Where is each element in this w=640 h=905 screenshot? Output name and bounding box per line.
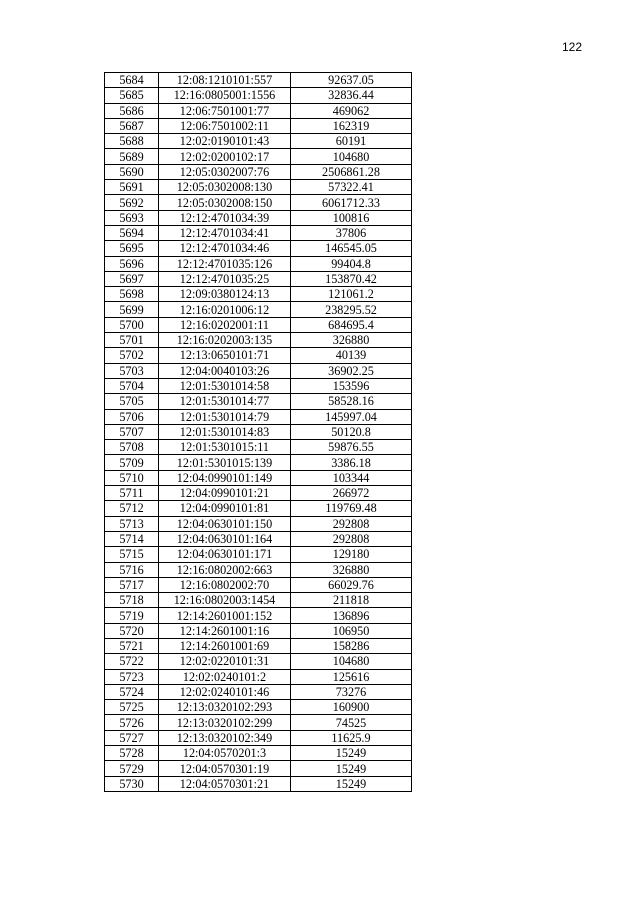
record-number-cell: 5720 <box>105 623 159 638</box>
table-row <box>105 317 412 332</box>
value-cell: 145997.04 <box>291 409 412 424</box>
record-number-cell: 5709 <box>105 455 159 470</box>
cadastral-number-cell: 12:04:0990101:149 <box>159 470 291 485</box>
table-row <box>105 638 412 653</box>
table-row <box>105 241 412 256</box>
value-cell: 104680 <box>291 654 412 669</box>
cadastral-number-cell: 12:06:7501001:77 <box>159 103 291 118</box>
cadastral-number-cell: 12:06:7501002:11 <box>159 118 291 133</box>
value-cell: 146545.05 <box>291 241 412 256</box>
table-row <box>105 287 412 302</box>
table-row <box>105 562 412 577</box>
table-row <box>105 363 412 378</box>
value-cell: 160900 <box>291 700 412 715</box>
value-cell: 99404.8 <box>291 256 412 271</box>
table-row <box>105 715 412 730</box>
record-number-cell: 5728 <box>105 746 159 761</box>
table-row <box>105 455 412 470</box>
value-cell: 37806 <box>291 225 412 240</box>
record-number-cell: 5697 <box>105 271 159 286</box>
cadastral-number-cell: 12:13:0650101:71 <box>159 348 291 363</box>
table-row <box>105 470 412 485</box>
cadastral-number-cell: 12:02:0220101:31 <box>159 654 291 669</box>
value-cell: 469062 <box>291 103 412 118</box>
cadastral-number-cell: 12:16:0805001:1556 <box>159 88 291 103</box>
record-number-cell: 5729 <box>105 761 159 776</box>
table-row <box>105 654 412 669</box>
table-row <box>105 210 412 225</box>
value-cell: 153870.42 <box>291 271 412 286</box>
record-number-cell: 5695 <box>105 241 159 256</box>
value-cell: 106950 <box>291 623 412 638</box>
table-row <box>105 394 412 409</box>
cadastral-number-cell: 12:13:0320102:299 <box>159 715 291 730</box>
record-number-cell: 5712 <box>105 501 159 516</box>
value-cell: 2506861.28 <box>291 164 412 179</box>
cadastral-number-cell: 12:04:0570301:19 <box>159 761 291 776</box>
table-row <box>105 88 412 103</box>
record-number-cell: 5686 <box>105 103 159 118</box>
cadastral-number-cell: 12:05:0302008:150 <box>159 195 291 210</box>
value-cell: 125616 <box>291 669 412 684</box>
value-cell: 40139 <box>291 348 412 363</box>
cadastral-number-cell: 12:16:0201006:12 <box>159 302 291 317</box>
cadastral-number-cell: 12:01:5301015:139 <box>159 455 291 470</box>
value-cell: 50120.8 <box>291 424 412 439</box>
cadastral-number-cell: 12:01:5301015:11 <box>159 440 291 455</box>
cadastral-number-cell: 12:05:0302008:130 <box>159 180 291 195</box>
table-row <box>105 118 412 133</box>
value-cell: 3386.18 <box>291 455 412 470</box>
table-row <box>105 180 412 195</box>
cadastral-number-cell: 12:01:5301014:77 <box>159 394 291 409</box>
cadastral-number-cell: 12:12:4701034:46 <box>159 241 291 256</box>
record-number-cell: 5707 <box>105 424 159 439</box>
cadastral-number-cell: 12:01:5301014:83 <box>159 424 291 439</box>
table-row <box>105 623 412 638</box>
cadastral-number-cell: 12:08:1210101:557 <box>159 73 291 88</box>
cadastral-number-cell: 12:02:0240101:2 <box>159 669 291 684</box>
cadastral-number-cell: 12:09:0380124:13 <box>159 287 291 302</box>
cadastral-number-cell: 12:16:0802002:663 <box>159 562 291 577</box>
record-number-cell: 5713 <box>105 516 159 531</box>
table-row <box>105 776 412 791</box>
cadastral-number-cell: 12:04:0570301:21 <box>159 776 291 791</box>
value-cell: 238295.52 <box>291 302 412 317</box>
value-cell: 15249 <box>291 776 412 791</box>
value-cell: 92637.05 <box>291 73 412 88</box>
record-number-cell: 5703 <box>105 363 159 378</box>
table-row <box>105 608 412 623</box>
table-row <box>105 378 412 393</box>
value-cell: 153596 <box>291 378 412 393</box>
record-number-cell: 5723 <box>105 669 159 684</box>
table-row <box>105 225 412 240</box>
cadastral-number-cell: 12:12:4701035:25 <box>159 271 291 286</box>
table-row <box>105 669 412 684</box>
record-number-cell: 5715 <box>105 547 159 562</box>
cadastral-number-cell: 12:04:0630101:164 <box>159 531 291 546</box>
cadastral-number-cell: 12:16:0202001:11 <box>159 317 291 332</box>
record-number-cell: 5694 <box>105 225 159 240</box>
cadastral-number-cell: 12:14:2601001:16 <box>159 623 291 638</box>
table-row <box>105 333 412 348</box>
record-number-cell: 5690 <box>105 164 159 179</box>
record-number-cell: 5725 <box>105 700 159 715</box>
cadastral-number-cell: 12:12:4701034:41 <box>159 225 291 240</box>
cadastral-number-cell: 12:04:0630101:150 <box>159 516 291 531</box>
record-number-cell: 5710 <box>105 470 159 485</box>
record-number-cell: 5704 <box>105 378 159 393</box>
table-row <box>105 149 412 164</box>
table-row <box>105 593 412 608</box>
page-number: 122 <box>561 40 582 54</box>
record-number-cell: 5727 <box>105 730 159 745</box>
value-cell: 100816 <box>291 210 412 225</box>
record-number-cell: 5698 <box>105 287 159 302</box>
table-row <box>105 547 412 562</box>
table-row <box>105 164 412 179</box>
record-number-cell: 5730 <box>105 776 159 791</box>
table-row <box>105 424 412 439</box>
value-cell: 74525 <box>291 715 412 730</box>
table-row <box>105 746 412 761</box>
cadastral-number-cell: 12:16:0202003:135 <box>159 333 291 348</box>
cadastral-number-cell: 12:01:5301014:79 <box>159 409 291 424</box>
record-number-cell: 5700 <box>105 317 159 332</box>
record-number-cell: 5706 <box>105 409 159 424</box>
cadastral-number-cell: 12:13:0320102:349 <box>159 730 291 745</box>
cadastral-number-cell: 12:13:0320102:293 <box>159 700 291 715</box>
record-number-cell: 5696 <box>105 256 159 271</box>
value-cell: 73276 <box>291 684 412 699</box>
table-row <box>105 730 412 745</box>
table-row <box>105 761 412 776</box>
value-cell: 58528.16 <box>291 394 412 409</box>
cadastral-number-cell: 12:14:2601001:152 <box>159 608 291 623</box>
record-number-cell: 5721 <box>105 638 159 653</box>
value-cell: 32836.44 <box>291 88 412 103</box>
table-row <box>105 73 412 88</box>
value-cell: 6061712.33 <box>291 195 412 210</box>
record-number-cell: 5722 <box>105 654 159 669</box>
table-row <box>105 516 412 531</box>
value-cell: 59876.55 <box>291 440 412 455</box>
cadastral-number-cell: 12:04:0990101:81 <box>159 501 291 516</box>
table-row <box>105 501 412 516</box>
value-cell: 129180 <box>291 547 412 562</box>
cadastral-number-cell: 12:04:0040103:26 <box>159 363 291 378</box>
value-cell: 211818 <box>291 593 412 608</box>
value-cell: 158286 <box>291 638 412 653</box>
value-cell: 11625.9 <box>291 730 412 745</box>
cadastral-number-cell: 12:14:2601001:69 <box>159 638 291 653</box>
record-number-cell: 5692 <box>105 195 159 210</box>
table-row <box>105 440 412 455</box>
table-row <box>105 700 412 715</box>
data-table <box>104 72 412 792</box>
table-row <box>105 195 412 210</box>
value-cell: 60191 <box>291 134 412 149</box>
record-number-cell: 5691 <box>105 180 159 195</box>
table-row <box>105 486 412 501</box>
table-body <box>105 73 412 792</box>
record-number-cell: 5724 <box>105 684 159 699</box>
table-row <box>105 134 412 149</box>
value-cell: 66029.76 <box>291 577 412 592</box>
cadastral-number-cell: 12:02:0190101:43 <box>159 134 291 149</box>
record-number-cell: 5718 <box>105 593 159 608</box>
table-row <box>105 103 412 118</box>
value-cell: 104680 <box>291 149 412 164</box>
record-number-cell: 5702 <box>105 348 159 363</box>
record-number-cell: 5716 <box>105 562 159 577</box>
table-row <box>105 256 412 271</box>
record-number-cell: 5726 <box>105 715 159 730</box>
record-number-cell: 5719 <box>105 608 159 623</box>
record-number-cell: 5711 <box>105 486 159 501</box>
value-cell: 162319 <box>291 118 412 133</box>
value-cell: 36902.25 <box>291 363 412 378</box>
record-number-cell: 5688 <box>105 134 159 149</box>
record-number-cell: 5717 <box>105 577 159 592</box>
record-number-cell: 5687 <box>105 118 159 133</box>
cadastral-number-cell: 12:04:0630101:171 <box>159 547 291 562</box>
value-cell: 119769.48 <box>291 501 412 516</box>
value-cell: 15249 <box>291 761 412 776</box>
value-cell: 57322.41 <box>291 180 412 195</box>
cadastral-number-cell: 12:12:4701035:126 <box>159 256 291 271</box>
record-number-cell: 5708 <box>105 440 159 455</box>
record-number-cell: 5693 <box>105 210 159 225</box>
record-number-cell: 5701 <box>105 333 159 348</box>
value-cell: 266972 <box>291 486 412 501</box>
value-cell: 136896 <box>291 608 412 623</box>
value-cell: 15249 <box>291 746 412 761</box>
table-row <box>105 409 412 424</box>
cadastral-number-cell: 12:04:0570201:3 <box>159 746 291 761</box>
cadastral-number-cell: 12:16:0802002:70 <box>159 577 291 592</box>
table-row <box>105 684 412 699</box>
value-cell: 684695.4 <box>291 317 412 332</box>
record-number-cell: 5699 <box>105 302 159 317</box>
record-number-cell: 5684 <box>105 73 159 88</box>
record-number-cell: 5685 <box>105 88 159 103</box>
cadastral-number-cell: 12:16:0802003:1454 <box>159 593 291 608</box>
cadastral-number-cell: 12:04:0990101:21 <box>159 486 291 501</box>
value-cell: 103344 <box>291 470 412 485</box>
cadastral-number-cell: 12:01:5301014:58 <box>159 378 291 393</box>
value-cell: 326880 <box>291 562 412 577</box>
table-row <box>105 271 412 286</box>
cadastral-number-cell: 12:12:4701034:39 <box>159 210 291 225</box>
value-cell: 326880 <box>291 333 412 348</box>
cadastral-number-cell: 12:05:0302007:76 <box>159 164 291 179</box>
table-row <box>105 348 412 363</box>
table-row <box>105 531 412 546</box>
value-cell: 292808 <box>291 531 412 546</box>
value-cell: 121061.2 <box>291 287 412 302</box>
cadastral-number-cell: 12:02:0200102:17 <box>159 149 291 164</box>
table-row <box>105 577 412 592</box>
value-cell: 292808 <box>291 516 412 531</box>
cadastral-number-cell: 12:02:0240101:46 <box>159 684 291 699</box>
record-number-cell: 5714 <box>105 531 159 546</box>
record-number-cell: 5705 <box>105 394 159 409</box>
table-row <box>105 302 412 317</box>
record-number-cell: 5689 <box>105 149 159 164</box>
